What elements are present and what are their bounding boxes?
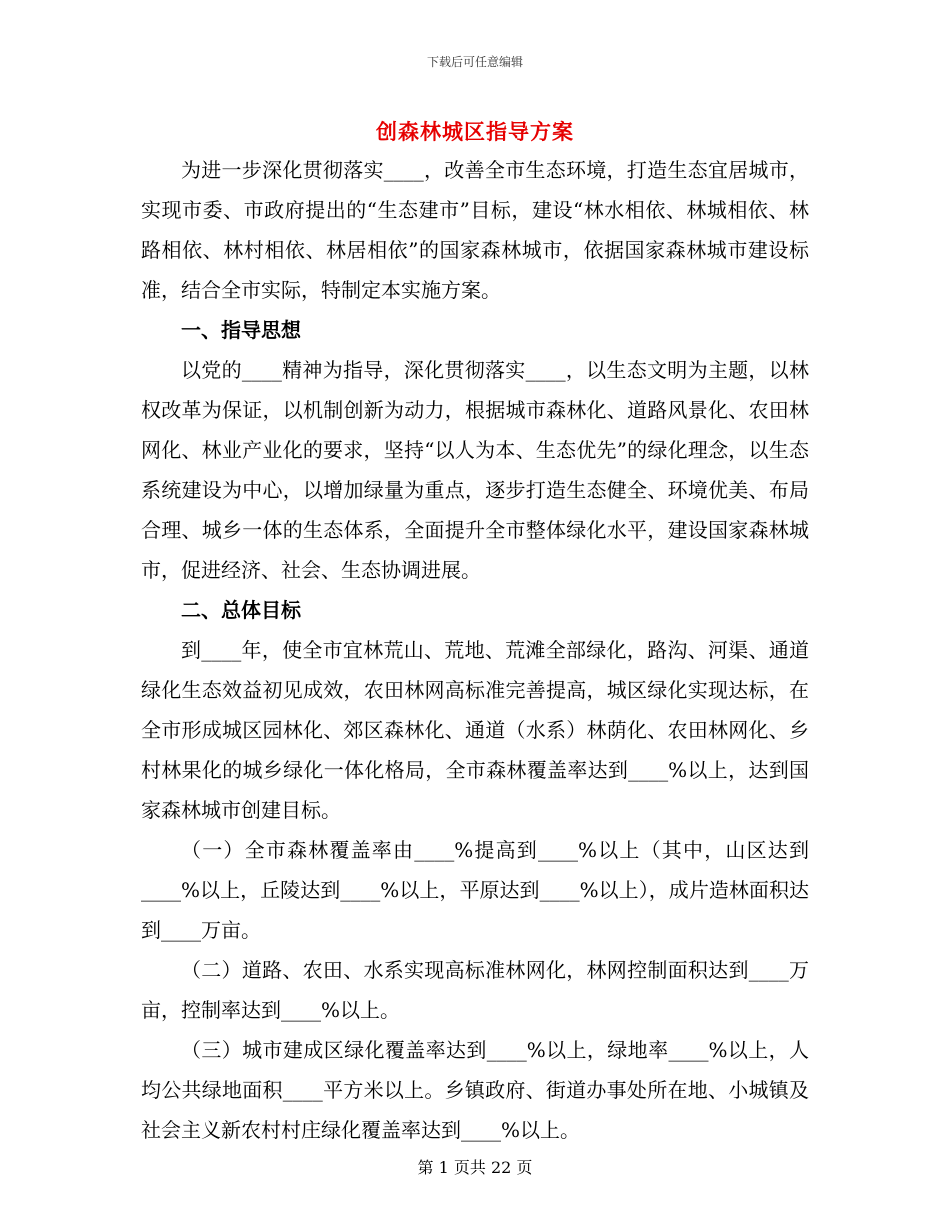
guiding-ideology-paragraph: 以党的____精神为指导，深化贯彻落实____，以生态文明为主题，以林权改革为保证，以机制创新为动力，根据城市森林化、道路风景化、农田林网化、林业产业化的要求，坚持“以人为本、生态优先”的绿化理念，以生态系统建设为中心，以增加绿量为重点，逐步打造生态健全、环境优美、布局合理、城乡一体的生态体系，全面提升全市整体绿化水平，建设国家森林城市，促进经济、社会、生态协调进展。	[141, 358, 809, 582]
document-title: 创森林城区指导方案	[376, 119, 574, 144]
goal-item-1: （一）全市森林覆盖率由____%提高到____%以上（其中，山区达到____%以上，丘陵达到____%以上，平原达到____%以上），成片造林面积达到____万亩。	[141, 838, 809, 942]
goal-item-3: （三）城市建成区绿化覆盖率达到____%以上，绿地率____%以上，人均公共绿地面积____平方米以上。乡镇政府、街道办事处所在地、小城镇及社会主义新农村村庄绿化覆盖率达到____%以上。	[141, 1038, 809, 1142]
overall-goal-paragraph: 到____年，使全市宜林荒山、荒地、荒滩全部绿化，路沟、河渠、通道绿化生态效益初见成效，农田林网高标准完善提高，城区绿化实现达标，在全市形成城区园林化、郊区森林化、通道（水系）林荫化、农田林网化、乡村林果化的城乡绿化一体化格局，全市森林覆盖率达到____%以上，达到国家森林城市创建目标。	[141, 638, 809, 822]
section-heading-guiding-ideology: 一、指导思想	[181, 318, 301, 342]
intro-paragraph: 为进一步深化贯彻落实____，改善全市生态环境，打造生态宜居城市，实现市委、市政府提出的“生态建市”目标，建设“林水相依、林城相依、林路相依、林村相依、林居相依”的国家森林城市，依据国家森林城市建设标准，结合全市实际，特制定本实施方案。	[141, 158, 809, 302]
page-footer: 第 1 页共 22 页	[417, 1158, 533, 1177]
section-heading-overall-goal: 二、总体目标	[181, 598, 301, 622]
goal-item-2: （二）道路、农田、水系实现高标准林网化，林网控制面积达到____万亩，控制率达到____%以上。	[141, 958, 809, 1022]
header-note: 下载后可任意编辑	[426, 55, 523, 69]
document-body	[141, 150, 809, 1150]
